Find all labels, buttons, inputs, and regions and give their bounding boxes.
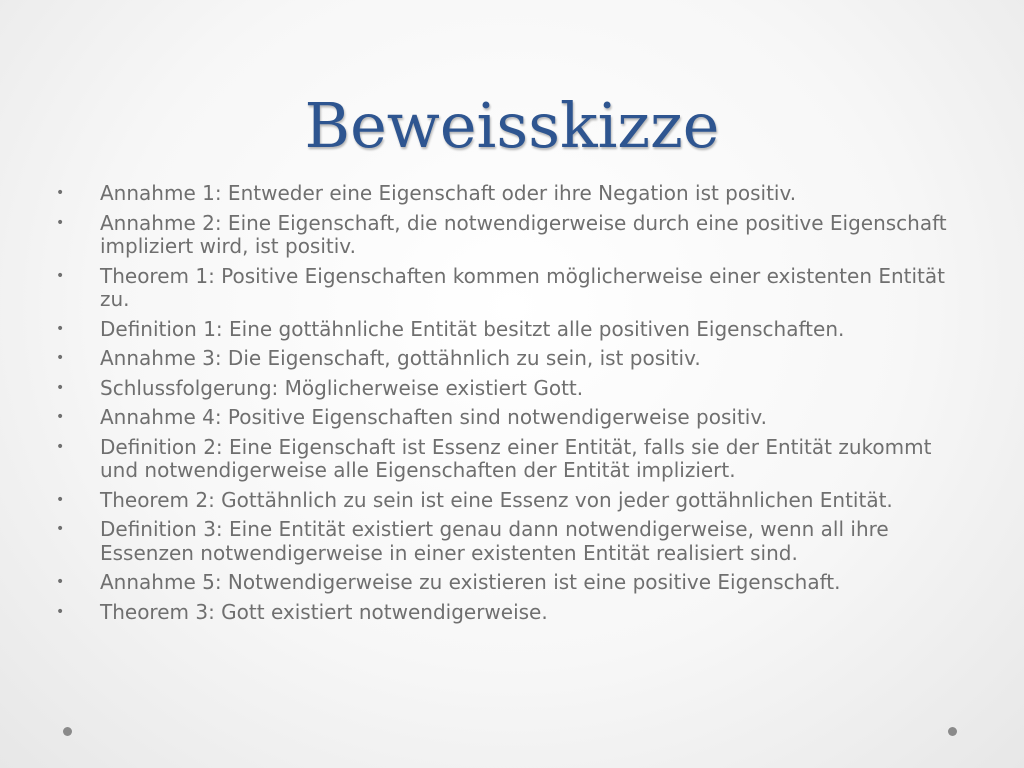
- bullet-text: Annahme 5: Notwendigerweise zu existieren ist eine positive Eigenschaft.: [100, 570, 841, 594]
- bullet-text: Annahme 3: Die Eigenschaft, gottähnlich zu sein, ist positiv.: [100, 346, 701, 370]
- list-item: [56, 436, 966, 483]
- bullet-text: Definition 3: Eine Entität existiert genau dann notwendigerweise, wenn all ihre Essenzen notwendigerweise in einer existenten Entität realisiert sind.: [100, 517, 889, 565]
- slide-title: Beweisskizze: [304, 89, 720, 162]
- list-item: [56, 182, 966, 206]
- decorative-dot-icon: [948, 727, 957, 736]
- list-item: [56, 518, 966, 565]
- bullet-text: Theorem 1: Positive Eigenschaften kommen möglicherweise einer existenten Entität zu.: [100, 263, 945, 311]
- bullet-text: Annahme 4: Positive Eigenschaften sind notwendigerweise positiv.: [100, 405, 767, 429]
- bullet-icon: •: [56, 185, 65, 201]
- bullet-icon: •: [56, 409, 65, 425]
- bullet-text: Definition 2: Eine Eigenschaft ist Essenz einer Entität, falls sie der Entität zukommt und notwendigerweise alle Eigenschaften der Entität impliziert.: [100, 434, 932, 482]
- bullet-text: Annahme 1: Entweder eine Eigenschaft oder ihre Negation ist positiv.: [100, 181, 797, 205]
- bullet-icon: •: [56, 214, 65, 231]
- bullet-icon: •: [56, 438, 65, 455]
- bullet-text: Definition 1: Eine gottähnliche Entität besitzt alle positiven Eigenschaften.: [100, 316, 845, 341]
- list-item: [56, 489, 966, 513]
- list-item: [56, 318, 966, 342]
- list-item: [56, 571, 966, 595]
- bullet-text: Theorem 2: Gottähnlich zu sein ist eine Essenz von jeder gottähnlichen Entität.: [100, 487, 893, 512]
- bullet-text: Annahme 2: Eine Eigenschaft, die notwendigerweise durch eine positive Eigenschaft impliziert wird, ist positiv.: [100, 210, 947, 258]
- bullet-icon: •: [56, 320, 65, 337]
- bullet-text: Schlussfolgerung: Möglicherweise existiert Gott.: [100, 375, 584, 400]
- list-item: [56, 212, 966, 259]
- list-item: [56, 265, 966, 312]
- bullet-list: [56, 182, 966, 630]
- bullet-icon: •: [56, 491, 65, 508]
- bullet-icon: •: [56, 521, 65, 537]
- bullet-icon: •: [56, 267, 65, 284]
- list-item: [56, 406, 966, 430]
- decorative-dot-icon: [63, 727, 72, 736]
- list-item: [56, 377, 966, 401]
- bullet-icon: •: [56, 379, 65, 396]
- bullet-text: Theorem 3: Gott existiert notwendigerweise.: [100, 599, 548, 624]
- bullet-icon: •: [56, 350, 65, 366]
- bullet-icon: •: [56, 603, 65, 620]
- list-item: [56, 601, 966, 625]
- bullet-icon: •: [56, 574, 65, 590]
- list-item: [56, 347, 966, 371]
